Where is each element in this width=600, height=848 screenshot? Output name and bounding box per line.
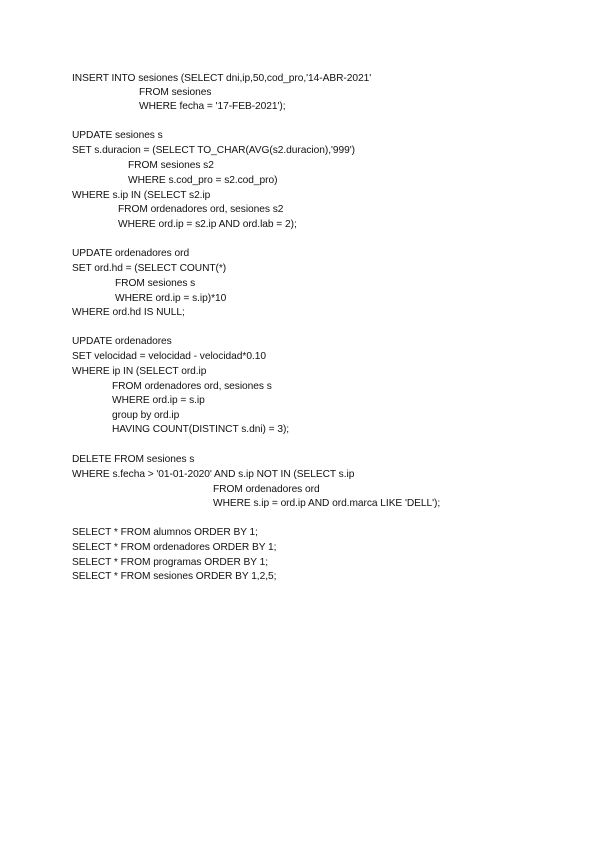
code-line: FROM sesiones	[139, 87, 212, 98]
code-line: SET velocidad = velocidad - velocidad*0.10	[72, 351, 266, 362]
code-line: FROM ordenadores ord, sesiones s2	[118, 204, 284, 215]
code-line: SELECT * FROM programas ORDER BY 1;	[72, 557, 269, 568]
code-line: SELECT * FROM sesiones ORDER BY 1,2,5;	[72, 571, 277, 582]
code-line: WHERE s.ip = ord.ip AND ord.marca LIKE 'DELL');	[213, 498, 441, 509]
code-line: WHERE ord.hd IS NULL;	[72, 307, 185, 318]
code-line: DELETE FROM sesiones s	[72, 454, 195, 465]
code-line: WHERE ord.ip = s.ip	[112, 395, 205, 406]
code-line: SET ord.hd = (SELECT COUNT(*)	[72, 263, 227, 274]
code-line: WHERE s.ip IN (SELECT s2.ip	[72, 190, 211, 201]
code-line: INSERT INTO sesiones (SELECT dni,ip,50,cod_pro,'14-ABR-2021'	[72, 73, 372, 84]
code-line: WHERE fecha = '17-FEB-2021');	[139, 101, 286, 112]
code-line: WHERE ord.ip = s2.ip AND ord.lab = 2);	[118, 219, 297, 230]
code-line: WHERE ip IN (SELECT ord.ip	[72, 366, 207, 377]
code-line: WHERE s.cod_pro = s2.cod_pro)	[128, 175, 278, 186]
code-line: UPDATE ordenadores	[72, 336, 172, 347]
code-line: WHERE ord.ip = s.ip)*10	[115, 293, 227, 304]
code-line: UPDATE ordenadores ord	[72, 248, 190, 259]
code-line: SELECT * FROM ordenadores ORDER BY 1;	[72, 542, 277, 553]
code-line: SET s.duracion = (SELECT TO_CHAR(AVG(s2.duracion),'999')	[72, 145, 355, 156]
code-line: FROM sesiones s	[115, 278, 196, 289]
code-line: FROM ordenadores ord, sesiones s	[112, 381, 272, 392]
code-line: UPDATE sesiones s	[72, 130, 163, 141]
code-line: group by ord.ip	[112, 410, 180, 421]
code-line: SELECT * FROM alumnos ORDER BY 1;	[72, 527, 258, 538]
code-line: WHERE s.fecha > '01-01-2020' AND s.ip NOT IN (SELECT s.ip	[72, 469, 355, 480]
code-line: FROM ordenadores ord	[213, 484, 320, 495]
code-line: FROM sesiones s2	[128, 160, 214, 171]
code-line: HAVING COUNT(DISTINCT s.dni) = 3);	[112, 424, 290, 435]
